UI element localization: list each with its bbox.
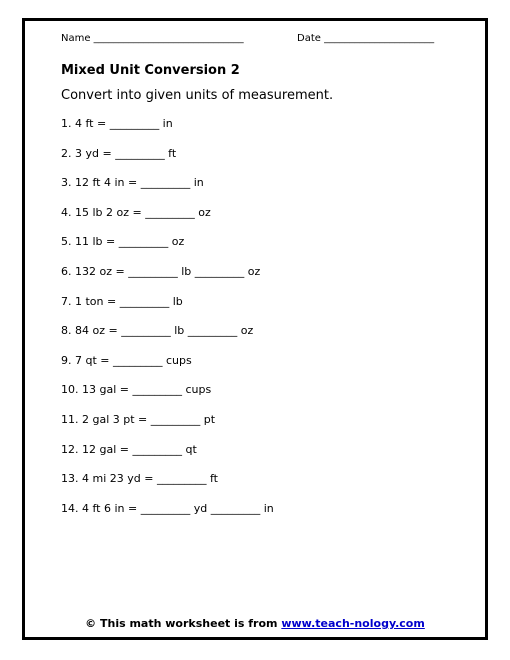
problem-item: 3. 12 ft 4 in = _________ in [61,176,204,190]
problem-list [61,117,274,531]
problem-item: 1. 4 ft = _________ in [61,117,173,130]
problem-item: 7. 1 ton = _________ lb [61,294,183,308]
problem-item: 11. 2 gal 3 pt = _________ pt [61,412,216,426]
problem-item: 13. 4 mi 23 yd = _________ ft [61,472,218,486]
footer-credit [25,617,485,630]
worksheet-page [22,18,488,640]
problem-item: 10. 13 gal = _________ cups [61,383,212,397]
footer-link[interactable]: www.teach-nology.com [281,617,425,630]
problem-item: 14. 4 ft 6 in = _________ yd _________ in [61,501,274,515]
problem-item: 9. 7 qt = _________ cups [61,353,192,367]
problem-item: 5. 11 lb = _________ oz [61,235,185,249]
problem-item: 6. 132 oz = _________ lb _________ oz [61,264,261,278]
problem-item: 4. 15 lb 2 oz = _________ oz [61,205,211,219]
worksheet-title: Mixed Unit Conversion 2 [61,63,240,78]
name-field-line: Name ______________________________ [61,33,244,44]
worksheet-instructions: Convert into given units of measurement. [61,88,334,103]
problem-item: 12. 12 gal = _________ qt [61,442,197,456]
problem-item: 8. 84 oz = _________ lb _________ oz [61,324,254,338]
problem-item: 2. 3 yd = _________ ft [61,146,177,160]
footer-text: © This math worksheet is from [85,617,282,630]
date-field-line: Date ______________________ [297,33,435,44]
